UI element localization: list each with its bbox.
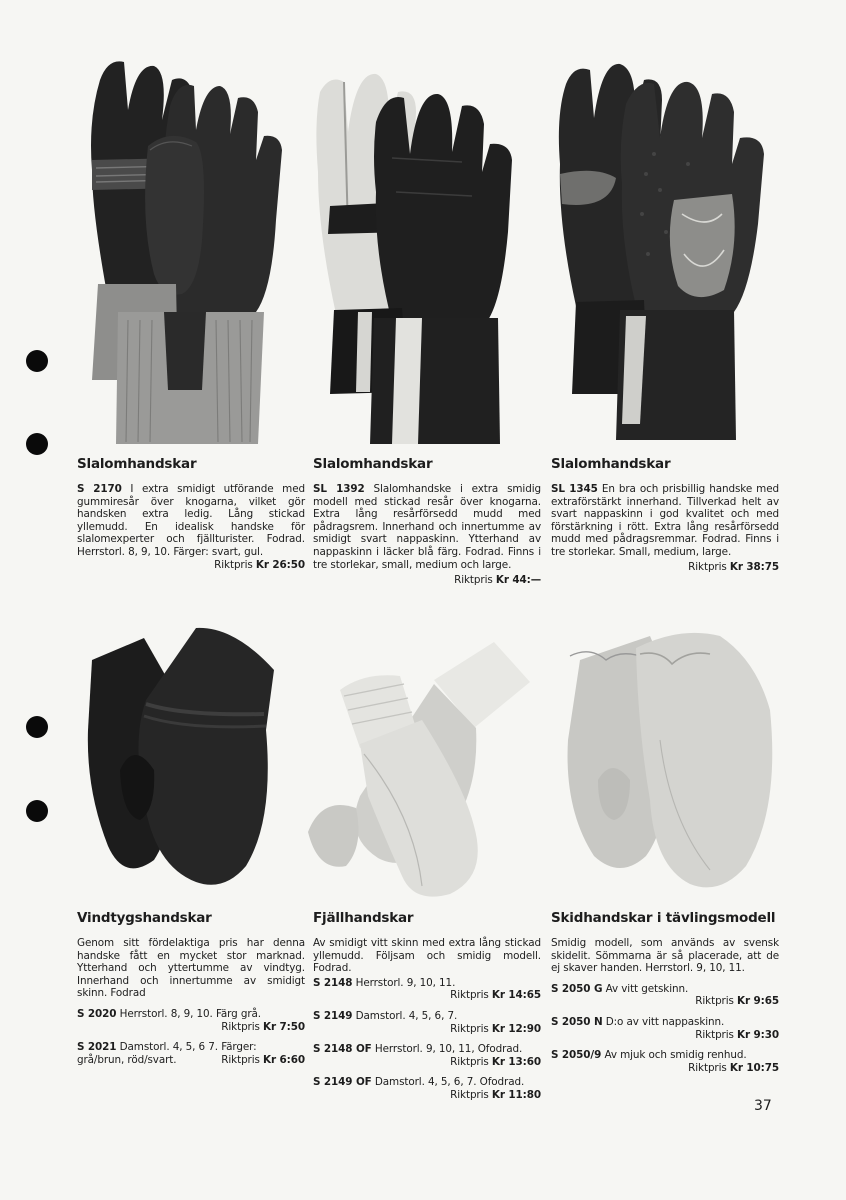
- product-s2170: [77, 456, 305, 571]
- product-variant: [313, 1010, 541, 1035]
- product-code: SL 1392: [313, 483, 365, 495]
- variant-code: S 2149: [313, 1009, 353, 1022]
- product-description: Smidig modell, som används av svensk skidelit. Sömmarna är så placerade, att de ej skaver handen. Herrstorl. 9, 10, 11.: [551, 937, 779, 975]
- price-label: Riktpris: [221, 1053, 260, 1066]
- product-text: En bra och prisbillig handske med extraförstärkt innerhand. Tillverkad helt av svart nappaskinn i god kvalitet och med förstärkning i rött. Extra lång resårförsedd mudd med pådragsremmar. Fodrad. Finns i tre storlekar. Small, medium, large.: [551, 483, 779, 558]
- product-title: Slalomhandskar: [551, 456, 671, 472]
- price-value: Kr 13:60: [491, 1055, 541, 1068]
- product-variant: [313, 1076, 541, 1101]
- variant-text: Damstorl. 4, 5, 6, 7. Ofodrad.: [374, 1076, 525, 1089]
- variant-price: [313, 1023, 541, 1036]
- product-description: [551, 483, 779, 559]
- price-value: Kr 38:75: [729, 560, 779, 573]
- variant-text: D:o av vitt nappaskinn.: [605, 1015, 725, 1028]
- variant-code: S 2020: [77, 1007, 117, 1020]
- variant-code: S 2149 OF: [313, 1076, 372, 1089]
- price-value: Kr 26:50: [255, 558, 305, 571]
- product-photo-skid-mittens: [560, 620, 784, 900]
- product-photo-s2170-gloves: [78, 50, 300, 444]
- binder-hole: [26, 350, 48, 372]
- product-title: Skidhandskar i tävlingsmodell: [551, 910, 776, 926]
- product-description: [77, 483, 305, 559]
- product-photo-vindtyg-mittens: [84, 620, 280, 896]
- variant-code: S 2050 G: [551, 982, 603, 995]
- product-sl1345: [551, 456, 779, 573]
- variant-text: Herrstorl. 9, 10, 11, Ofodrad.: [374, 1043, 523, 1056]
- variant-text: Damstorl. 4, 5, 6 7. Färger: grå/brun, röd/svart.: [77, 1041, 257, 1066]
- product-price: [551, 561, 779, 574]
- variant-price: [551, 995, 779, 1008]
- product-title: Vindtygshandskar: [77, 910, 212, 926]
- price-value: Kr 14:65: [491, 989, 541, 1002]
- product-text: I extra smidigt utförande med gummiresår över knogarna, vilket gör handsken extra ledig. Lång stickad yllemudd. En idealisk handske för slalomexperter och fjällturister. Fodrad. Herrstorl. 8, 9, 10. Färger: svart, gul.: [77, 483, 305, 558]
- price-label: Riktpris: [450, 1022, 489, 1035]
- product-title: Slalomhandskar: [313, 456, 433, 472]
- price-label: Riktpris: [450, 1055, 489, 1068]
- price-value: Kr 10:75: [729, 1061, 779, 1074]
- price-value: Kr 9:30: [737, 1028, 779, 1041]
- price-label: Riktpris: [450, 989, 489, 1002]
- product-title: Slalomhandskar: [77, 456, 197, 472]
- product-description: [313, 483, 541, 571]
- product-code: S 2170: [77, 483, 122, 495]
- binder-hole: [26, 716, 48, 738]
- variant-code: S 2148 OF: [313, 1043, 372, 1056]
- binder-hole: [26, 433, 48, 455]
- product-price: [77, 559, 305, 572]
- variant-code: S 2021: [77, 1041, 117, 1054]
- product-variant: [313, 977, 541, 1002]
- price-value: Kr 7:50: [263, 1020, 305, 1033]
- variant-price: [551, 1062, 779, 1075]
- product-variant: [77, 1041, 305, 1066]
- price-label: Riktpris: [695, 1028, 734, 1041]
- variant-text: Damstorl. 4, 5, 6, 7.: [355, 1009, 458, 1022]
- price-value: Kr 11:80: [491, 1088, 541, 1101]
- variant-price: [221, 1054, 305, 1067]
- product-photo-fjall-mittens: [304, 636, 544, 904]
- product-text: Slalomhandske i extra smidig modell med stickad resår över knogarna. Extra lång resårförsedd mudd med pådragsrem. Innerhand och innertumme av smidigt svart nappaskinn. Ytterhand av nappaskinn i läcker blå färg. Fodrad. Finns i tre storlekar, small, medium och large.: [313, 483, 541, 571]
- product-code: SL 1345: [551, 483, 598, 495]
- variant-text: Herrstorl. 8, 9, 10. Färg grå.: [119, 1007, 261, 1020]
- product-vindtyg: [77, 910, 305, 1066]
- product-variant: [551, 983, 779, 1008]
- price-label: Riktpris: [695, 995, 734, 1008]
- variant-price: [313, 989, 541, 1002]
- variant-price: [313, 1056, 541, 1069]
- price-label: Riktpris: [221, 1020, 260, 1033]
- variant-price: [313, 1089, 541, 1102]
- page-number: 37: [754, 1098, 772, 1114]
- variant-price: [77, 1021, 305, 1034]
- price-value: Kr 12:90: [491, 1022, 541, 1035]
- product-title: Fjällhandskar: [313, 910, 414, 926]
- variant-code: S 2050/9: [551, 1049, 602, 1062]
- price-value: Kr 44:—: [495, 574, 541, 587]
- variant-code: S 2148: [313, 976, 353, 989]
- variant-text: Av mjuk och smidig renhud.: [604, 1049, 747, 1062]
- price-label: Riktpris: [454, 574, 493, 587]
- product-variant: [551, 1049, 779, 1074]
- price-label: Riktpris: [450, 1088, 489, 1101]
- price-label: Riktpris: [688, 1061, 727, 1074]
- product-variant: [77, 1008, 305, 1033]
- product-fjall: [313, 910, 541, 1102]
- product-description: Av smidigt vitt skinn med extra lång stickad yllemudd. Följsam och smidig modell. Fodrad.: [313, 937, 541, 975]
- variant-text: Av vitt getskinn.: [605, 982, 689, 995]
- price-value: Kr 6:60: [263, 1053, 305, 1066]
- price-value: Kr 9:65: [737, 995, 779, 1008]
- price-label: Riktpris: [214, 558, 253, 571]
- product-variant: [551, 1016, 779, 1041]
- variant-price: [551, 1029, 779, 1042]
- price-label: Riktpris: [688, 560, 727, 573]
- variant-text: Herrstorl. 9, 10, 11.: [355, 976, 456, 989]
- binder-hole: [26, 800, 48, 822]
- product-skid: [551, 910, 779, 1074]
- product-variant: [313, 1043, 541, 1068]
- variant-code: S 2050 N: [551, 1015, 603, 1028]
- product-description: Genom sitt fördelaktiga pris har denna handske fått en mycket stor marknad. Ytterhand och yttertumme av vindtyg. Innerhand och innertumme av smidigt skinn. Fodrad: [77, 937, 305, 1000]
- product-price: [313, 574, 541, 587]
- product-sl1392: [313, 456, 541, 587]
- product-photo-sl1345-gloves: [556, 54, 776, 440]
- product-photo-sl1392-gloves: [312, 62, 534, 444]
